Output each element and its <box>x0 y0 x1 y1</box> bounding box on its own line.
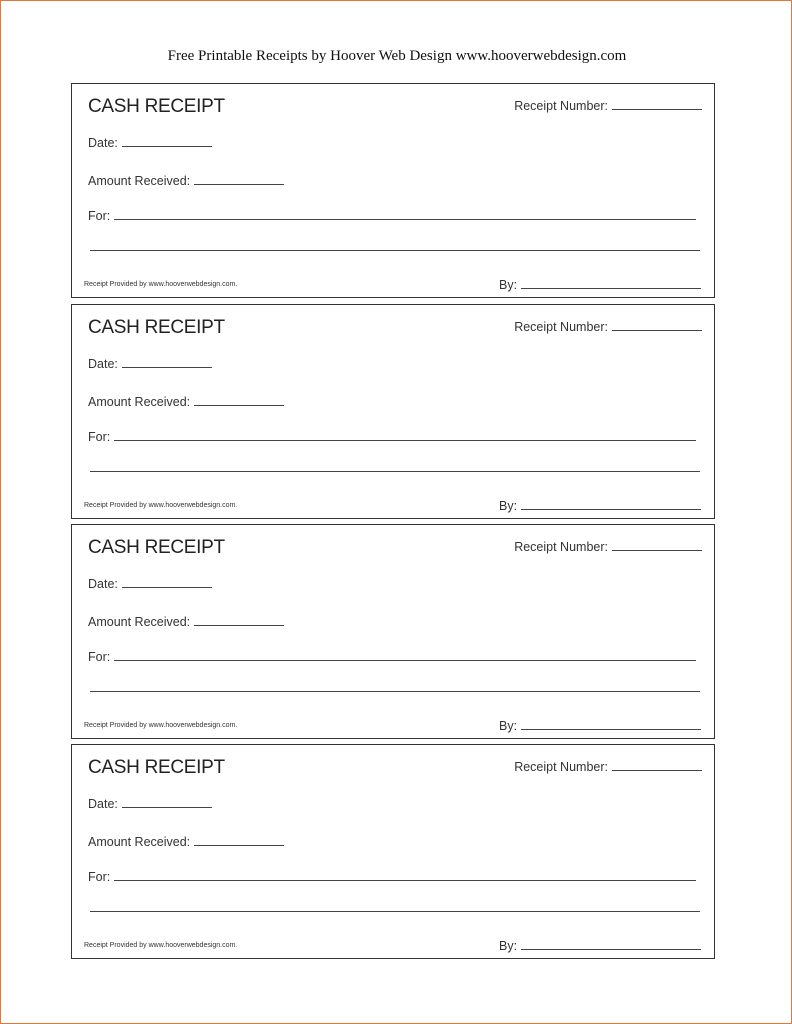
by-blank[interactable] <box>521 948 701 950</box>
for-blank[interactable] <box>114 879 696 881</box>
amount-received-field[interactable] <box>88 174 284 188</box>
by-field[interactable] <box>499 939 701 953</box>
receipt-form-1 <box>71 83 715 298</box>
date-blank[interactable] <box>122 366 212 368</box>
for-continuation-line[interactable] <box>90 471 700 472</box>
for-field[interactable] <box>88 430 696 444</box>
receipt-form-2 <box>71 304 715 519</box>
for-field[interactable] <box>88 209 696 223</box>
receipt-title: CASH RECEIPT <box>88 757 225 778</box>
receipt-number-blank[interactable] <box>612 329 702 331</box>
date-field[interactable] <box>88 357 212 371</box>
for-continuation-line[interactable] <box>90 911 700 912</box>
for-blank[interactable] <box>114 218 696 220</box>
receipt-number-label: Receipt Number: <box>514 540 608 554</box>
receipt-form-4 <box>71 744 715 959</box>
amount-received-field[interactable] <box>88 615 284 629</box>
amount-received-label: Amount Received: <box>88 395 191 409</box>
amount-received-blank[interactable] <box>194 844 284 846</box>
date-field[interactable] <box>88 797 212 811</box>
date-blank[interactable] <box>122 586 212 588</box>
receipt-title: CASH RECEIPT <box>88 96 225 117</box>
for-continuation-line[interactable] <box>90 691 700 692</box>
receipt-number-label: Receipt Number: <box>514 760 608 774</box>
by-label: By: <box>499 939 518 953</box>
receipt-number-field[interactable] <box>514 760 702 774</box>
by-label: By: <box>499 278 518 292</box>
by-field[interactable] <box>499 499 701 513</box>
receipt-number-blank[interactable] <box>612 769 702 771</box>
receipt-number-field[interactable] <box>514 320 702 334</box>
provided-by-text: Receipt Provided by www.hooverwebdesign.com. <box>84 502 238 509</box>
amount-received-blank[interactable] <box>194 624 284 626</box>
for-field[interactable] <box>88 870 696 884</box>
amount-received-blank[interactable] <box>194 404 284 406</box>
provided-by-text: Receipt Provided by www.hooverwebdesign.com. <box>84 942 238 949</box>
receipt-title: CASH RECEIPT <box>88 317 225 338</box>
by-field[interactable] <box>499 719 701 733</box>
amount-received-label: Amount Received: <box>88 174 191 188</box>
for-blank[interactable] <box>114 439 696 441</box>
receipt-number-blank[interactable] <box>612 108 702 110</box>
for-label: For: <box>88 430 111 444</box>
for-field[interactable] <box>88 650 696 664</box>
for-label: For: <box>88 209 111 223</box>
by-blank[interactable] <box>521 287 701 289</box>
provided-by-text: Receipt Provided by www.hooverwebdesign.com. <box>84 722 238 729</box>
by-blank[interactable] <box>521 508 701 510</box>
receipt-number-label: Receipt Number: <box>514 99 608 113</box>
date-label: Date: <box>88 136 118 150</box>
receipt-number-field[interactable] <box>514 99 702 113</box>
date-field[interactable] <box>88 136 212 150</box>
date-label: Date: <box>88 577 118 591</box>
provided-by-text: Receipt Provided by www.hooverwebdesign.com. <box>84 281 238 288</box>
amount-received-blank[interactable] <box>194 183 284 185</box>
by-field[interactable] <box>499 278 701 292</box>
date-blank[interactable] <box>122 806 212 808</box>
for-label: For: <box>88 650 111 664</box>
for-continuation-line[interactable] <box>90 250 700 251</box>
date-blank[interactable] <box>122 145 212 147</box>
date-field[interactable] <box>88 577 212 591</box>
receipt-number-field[interactable] <box>514 540 702 554</box>
for-blank[interactable] <box>114 659 696 661</box>
date-label: Date: <box>88 357 118 371</box>
amount-received-field[interactable] <box>88 395 284 409</box>
page-title: Free Printable Receipts by Hoover Web Design www.hooverwebdesign.com <box>167 48 627 64</box>
date-label: Date: <box>88 797 118 811</box>
by-label: By: <box>499 719 518 733</box>
receipt-form-3 <box>71 524 715 739</box>
by-label: By: <box>499 499 518 513</box>
amount-received-label: Amount Received: <box>88 615 191 629</box>
receipt-number-label: Receipt Number: <box>514 320 608 334</box>
by-blank[interactable] <box>521 728 701 730</box>
receipt-number-blank[interactable] <box>612 549 702 551</box>
for-label: For: <box>88 870 111 884</box>
amount-received-label: Amount Received: <box>88 835 191 849</box>
amount-received-field[interactable] <box>88 835 284 849</box>
receipt-title: CASH RECEIPT <box>88 537 225 558</box>
